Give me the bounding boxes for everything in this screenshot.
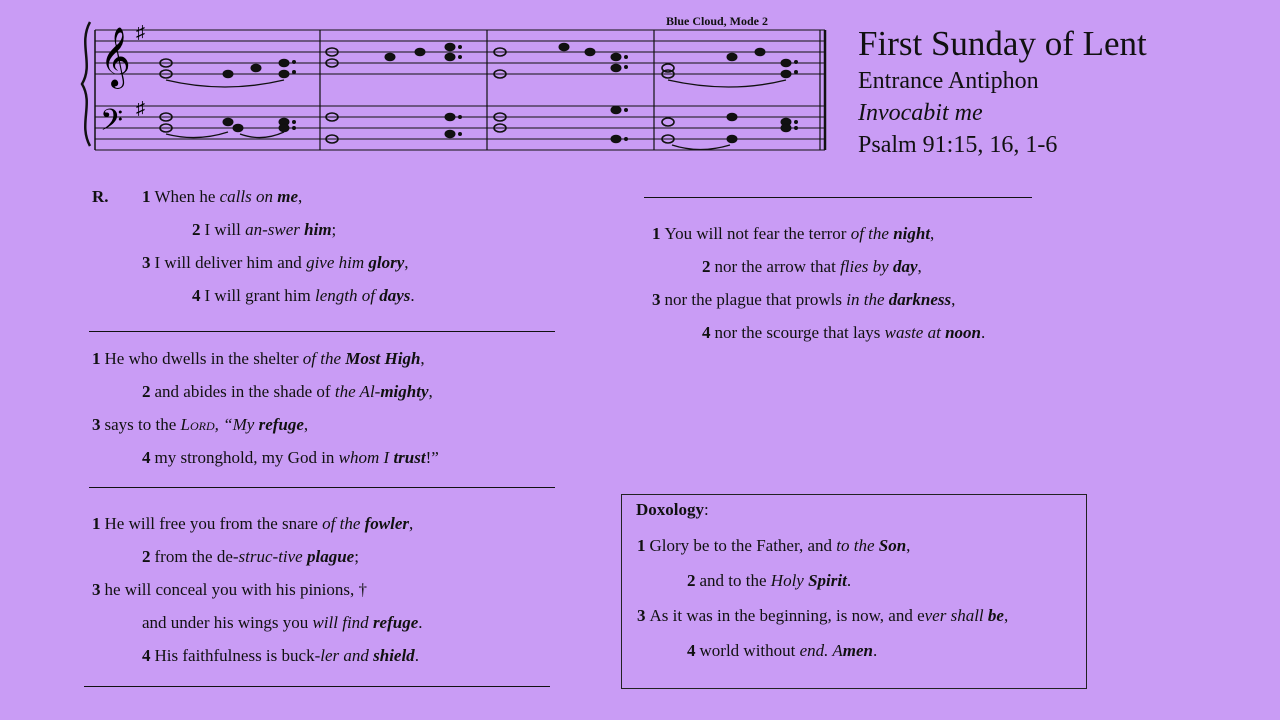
line-text: nor the plague that prowls [664,290,847,309]
doxology-heading-colon: : [704,500,709,519]
line-text: You will not fear the terror [664,224,851,243]
refrain-line [142,252,409,274]
line-accent: darkness [888,290,952,309]
line-number: 1 [92,349,101,368]
line-punct: , [428,382,433,401]
verse2-line [142,645,419,667]
divider [84,686,550,687]
line-accent: Son [878,536,907,555]
line-punct: !” [425,448,439,467]
line-number: 3 [652,290,661,309]
divider [89,487,555,488]
line-italic: ver shall [924,606,988,625]
line-italic: Holy [770,571,809,590]
line-text: He will free you from the snare [104,514,323,533]
line-punct: . [418,613,423,632]
line-punct: , [298,187,303,206]
psalm-reference: Psalm 91:15, 16, 1-6 [858,132,1058,158]
line-punct: , [404,253,409,272]
line-text: When he [154,187,220,206]
refrain-marker: R. [92,187,109,206]
line-italic: length of [314,286,380,305]
line-accent: night [893,224,931,243]
doxology-line [637,605,1008,627]
verse2-line [92,579,367,601]
verse3-line [702,322,985,344]
line-number: 2 [687,571,696,590]
line-text: says to the [104,415,181,434]
doxology-heading [636,499,709,521]
page-title: First Sunday of Lent [858,24,1147,63]
line-punct: , [409,514,414,533]
music-score [80,14,830,154]
line-italic: of the [302,349,346,368]
line-punct: . [981,323,986,342]
line-number: 4 [702,323,711,342]
page-subtitle: Entrance Antiphon [858,68,1039,94]
line-punct: . [872,641,878,660]
doxology-line [687,640,877,662]
bass-staff [95,106,825,150]
line-accent: plague [306,547,355,566]
sharp-icon: ♯ [136,98,145,118]
grand-staff-brace [82,22,90,146]
sharp-icon: ♯ [136,22,145,42]
line-number: 4 [192,286,201,305]
verse1-line [142,447,439,469]
line-text: and under his wings you [142,613,313,632]
line-number: 2 [702,257,711,276]
line-italic: calls on [219,187,278,206]
line-text: nor the scourge that lays [714,323,885,342]
line-accent: refuge [258,415,304,434]
treble-staff [95,30,825,74]
verse3-line [652,223,934,245]
line-accent: shield [373,646,415,665]
line-punct: , [420,349,425,368]
latin-incipit: Invocabit me [858,100,983,126]
line-punct: ; [354,547,359,566]
line-italic: of the [322,514,365,533]
line-italic: to the [836,536,879,555]
line-text: my stronghold, my God in [154,448,339,467]
line-italic: ler and [320,646,374,665]
line-accent: refuge [372,613,419,632]
verse2-line [92,513,413,535]
line-text: His faithfulness is buck- [154,646,321,665]
line-accent: fowler [364,514,410,533]
line-text: nor the arrow that [714,257,841,276]
line-text: he will conceal you with his pinions, † [104,580,368,599]
line-italic: , “My [214,415,259,434]
line-accent: noon [945,323,981,342]
line-italic: whom I [338,448,394,467]
line-accent: men [842,641,873,660]
line-text: from the de- [154,547,239,566]
verse2-line [142,546,359,568]
line-text: and to the [699,571,771,590]
line-accent: trust [393,448,426,467]
line-italic: give him [306,253,369,272]
line-accent: day [892,257,918,276]
line-text: Glory be to the Father, and [649,536,837,555]
divider [89,331,555,332]
score-mode-label: Blue Cloud, Mode 2 [666,14,769,28]
line-number: 1 [92,514,101,533]
line-italic: of the [850,224,894,243]
line-accent: be [987,606,1004,625]
bass-clef-icon: 𝄢 [100,104,124,144]
treble-clef-icon: 𝄞 [100,29,131,86]
line-italic: end. A [799,641,843,660]
line-number: 1 [637,536,646,555]
line-number: 3 [637,606,646,625]
line-italic: will find [312,613,373,632]
line-number: 2 [192,220,201,239]
doxology-line [687,570,851,592]
verse3-line [652,289,955,311]
line-accent: me [277,187,299,206]
line-accent: days [379,286,411,305]
treble-notes [160,43,798,87]
line-text: I will [204,220,246,239]
verse1-line [92,348,425,370]
line-punct: . [410,286,415,305]
line-number: 4 [142,646,151,665]
line-punct: . [846,571,852,590]
line-punct: . [414,646,419,665]
line-number: 1 [142,187,151,206]
line-punct: , [906,536,911,555]
line-italic: in the [846,290,889,309]
line-punct: , [930,224,935,243]
line-accent: him [304,220,332,239]
line-punct: , [1003,606,1009,625]
line-number: 2 [142,547,151,566]
verse1-line [142,381,433,403]
refrain-line [142,186,302,208]
line-number: 4 [687,641,696,660]
line-italic: an-swer [245,220,305,239]
line-text: world without [699,641,800,660]
line-smallcaps: Lord [180,415,215,434]
line-italic: flies by [840,257,893,276]
doxology-line [637,535,910,557]
line-number: 1 [652,224,661,243]
line-accent: mighty [380,382,429,401]
line-text: and abides in the shade of [154,382,335,401]
line-text: He who dwells in the shelter [104,349,303,368]
line-text: I will deliver him and [154,253,307,272]
line-number: 4 [142,448,151,467]
line-number: 3 [142,253,151,272]
verse3-line [702,256,922,278]
refrain-line [192,285,415,307]
line-italic: struc-tive [238,547,307,566]
divider [644,197,1032,198]
line-italic: the Al- [334,382,381,401]
refrain-line [192,219,336,241]
line-text: As it was in the beginning, is now, and e [649,606,925,625]
doxology-heading-text: Doxology [636,500,704,519]
line-number: 3 [92,415,101,434]
verse2-line [142,612,423,634]
line-accent: Spirit [808,571,847,590]
line-italic: waste at [884,323,946,342]
line-punct: , [917,257,922,276]
line-number: 2 [142,382,151,401]
line-accent: glory [368,253,405,272]
line-punct: , [951,290,956,309]
line-punct: ; [331,220,337,239]
line-text: I will grant him [204,286,315,305]
line-punct: , [303,415,309,434]
verse1-line [92,414,308,436]
line-number: 3 [92,580,101,599]
line-accent: Most High [345,349,421,368]
